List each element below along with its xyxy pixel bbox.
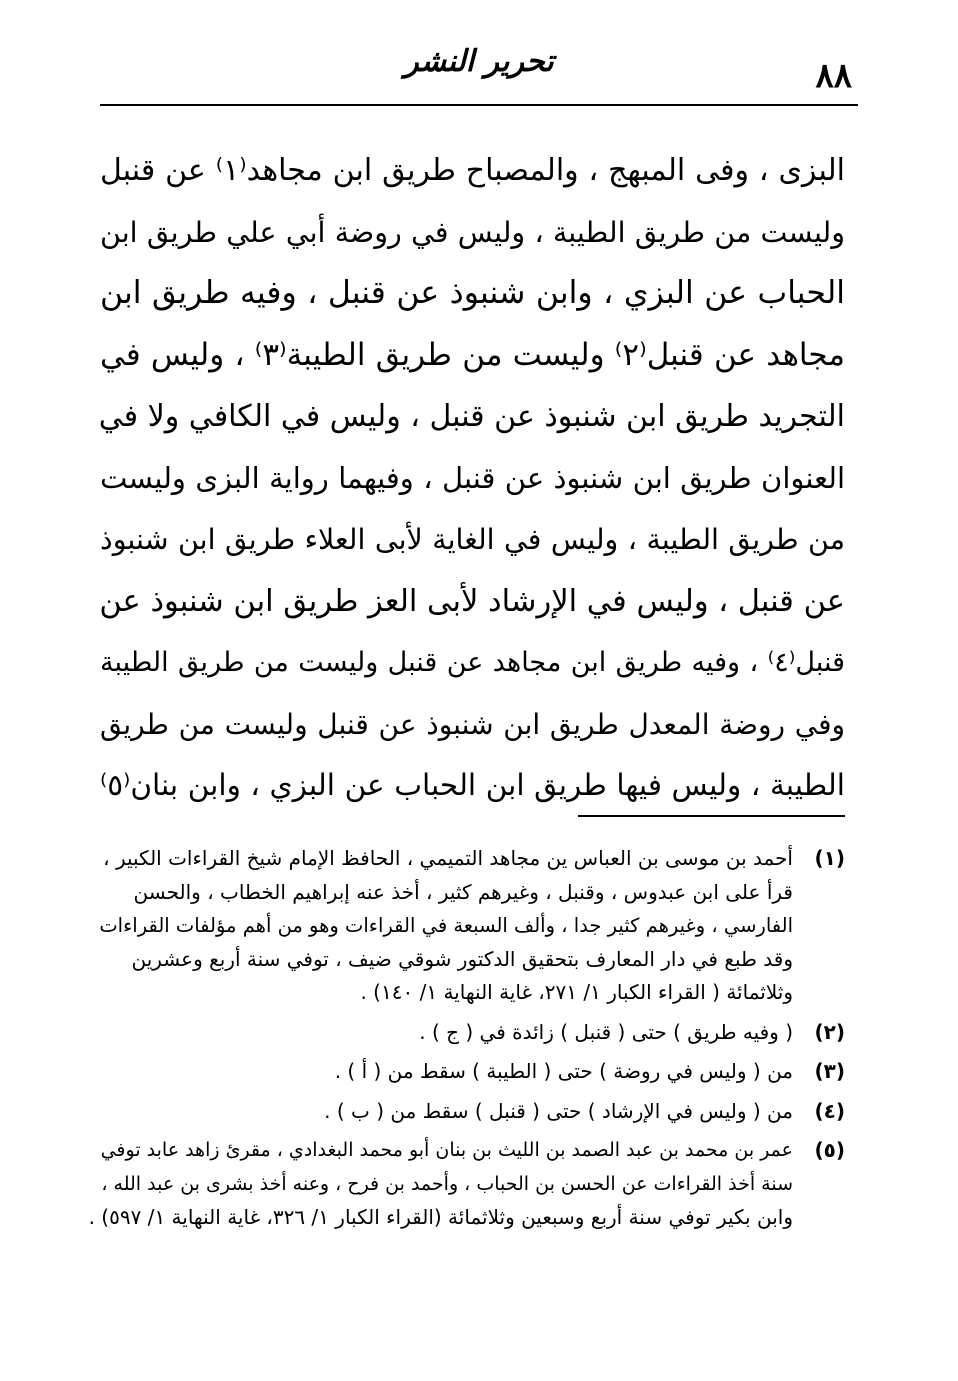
text-line: من طريق الطيبة ، وليس في الغاية لأبى العلاء طريق ابن شنبوذ bbox=[100, 523, 845, 556]
footnote-line: من ( وليس في الإرشاد ) حتى ( قنبل ) سقط من ( ب ) . bbox=[324, 1098, 793, 1123]
footnote bbox=[90, 1134, 845, 1235]
footnote-line: من ( وليس في روضة ) حتى ( الطيبة ) سقط من ( أ ) . bbox=[334, 1059, 793, 1083]
header-rule bbox=[100, 104, 858, 106]
footnote-number: (١) bbox=[814, 846, 845, 870]
text-line: البزى ، وفى المبهج ، والمصباح طريق ابن مجاهد⁽١⁾ عن قنبل bbox=[100, 153, 846, 188]
page-number: ٨٨ bbox=[815, 56, 852, 96]
main-text bbox=[100, 140, 845, 817]
text-line: وفي روضة المعدل طريق ابن شنبوذ عن قنبل وليست من طريق bbox=[100, 707, 845, 741]
footnote-line: الفارسي ، وغيرهم كثير جدا ، وألف السبعة في القراءات وهو من أهم مؤلفات القراءات bbox=[99, 914, 793, 937]
text-line: عن قنبل ، وليس في الإرشاد لأبى العز طريق ابن شنبوذ عن bbox=[99, 583, 845, 619]
footnote-number: (٤) bbox=[814, 1098, 845, 1123]
footnote bbox=[90, 1095, 845, 1129]
footnote-number: (٢) bbox=[814, 1019, 845, 1044]
footnote bbox=[90, 1016, 845, 1050]
text-line: التجريد طريق ابن شنبوذ عن قنبل ، وليس في الكافي ولا في bbox=[98, 399, 845, 434]
text-line: وليست من طريق الطيبة ، وليس في روضة أبي علي طريق ابن bbox=[100, 215, 845, 249]
footnote-line: عمر بن محمد بن عبد الصمد بن الليث بن بنان أبو محمد البغدادي ، مقرئ زاهد عابد توفي bbox=[100, 1139, 793, 1161]
footnote bbox=[90, 1055, 845, 1089]
footnote-line: قرأ على ابن عبدوس ، وقنبل ، وغيرهم كثير ، أخذ عنه إبراهيم الخطاب ، والحسن bbox=[133, 879, 793, 904]
footnote-line: وقد طبع في دار المعارف بتحقيق الدكتور شوقي ضيف ، توفي سنة أربع وعشرين bbox=[131, 946, 793, 971]
footnote-line: وابن بكير توفي سنة أربع وسبعين وثلاثمائة (القراء الكبار ١/ ٣٢٦، غاية النهاية ١/ ٥٩٧) . bbox=[88, 1205, 793, 1229]
text-line: العنوان طريق ابن شنبوذ عن قنبل ، وفيهما رواية البزى وليست bbox=[100, 460, 845, 495]
footnotes bbox=[90, 842, 845, 1235]
footnote-separator bbox=[578, 815, 845, 817]
footnote-line: ( وفيه طريق ) حتى ( قنبل ) زائدة في ( ج ) . bbox=[419, 1019, 793, 1044]
footnote-line: أحمد بن موسى بن العباس ين مجاهد التميمي ، الحافظ الإمام شيخ القراءات الكبير ، bbox=[103, 846, 793, 870]
footnote bbox=[90, 842, 845, 1010]
footnote-number: (٣) bbox=[814, 1059, 845, 1083]
footnote-line: سنة أخذ القراءات عن الحسن بن الحباب ، وأحمد بن فرح ، وعنه أخذ بشرى بن عبد الله ، bbox=[101, 1172, 793, 1195]
text-line: قنبل⁽٤⁾ ، وفيه طريق ابن مجاهد عن قنبل وليست من طريق الطيبة bbox=[100, 647, 845, 678]
text-line: الطيبة ، وليس فيها طريق ابن الحباب عن البزي ، وابن بنان⁽٥⁾ bbox=[100, 768, 845, 802]
text-line: الحباب عن البزي ، وابن شنبوذ عن قنبل ، وفيه طريق ابن bbox=[100, 275, 845, 311]
running-title: تحرير النشر bbox=[404, 44, 554, 79]
footnote-number: (٥) bbox=[814, 1138, 845, 1162]
page-header bbox=[100, 40, 858, 106]
footnote-line: وثلاثمائة ( القراء الكبار ١/ ٢٧١، غاية النهاية ١/ ١٤٠) . bbox=[360, 980, 793, 1004]
text-line: مجاهد عن قنبل⁽٢⁾ وليست من طريق الطيبة⁽٣⁾ ، وليس في bbox=[100, 336, 845, 373]
